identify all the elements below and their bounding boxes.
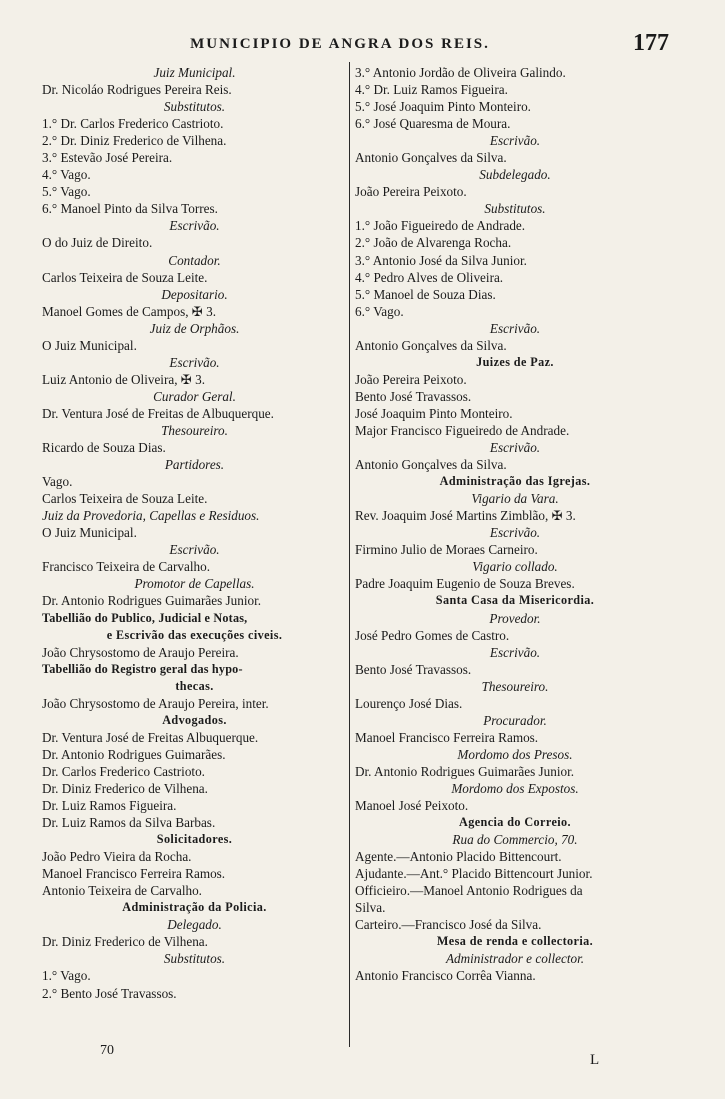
subheading: Thesoureiro. — [481, 678, 549, 694]
subheading: Substitutos. — [484, 201, 546, 217]
entry-line: Ajudante.—Ant.° Placido Bittencourt Junior. — [355, 866, 593, 882]
subheading: Escrivão. — [489, 525, 541, 541]
section-heading: thecas. — [175, 678, 214, 693]
subheading: Partidores. — [164, 457, 225, 473]
entry-line: João Pedro Vieira da Rocha. — [42, 849, 192, 865]
entry-line: 5.° Manoel de Souza Dias. — [355, 286, 496, 302]
section-heading: Tabellião do Publico, Judicial e Notas, — [42, 610, 248, 625]
entry-line: Major Francisco Figueiredo de Andrade. — [355, 422, 570, 438]
page-number: 177 — [633, 30, 669, 56]
section-heading: Administração da Policia. — [122, 900, 267, 915]
entry-line: Padre Joaquim Eugenio de Souza Breves. — [355, 576, 575, 592]
subheading: Substitutos. — [163, 951, 226, 967]
subheading: Escrivão. — [169, 218, 220, 234]
entry-line: Vago. — [42, 474, 73, 490]
subheading: Mordomo dos Presos. — [457, 746, 573, 762]
entry-line: 3.° Antonio José da Silva Junior. — [355, 252, 527, 268]
entry-line: Manoel Francisco Ferreira Ramos. — [355, 729, 539, 745]
subheading: Escrivão. — [169, 542, 220, 558]
entry-line: 5.° Vago. — [42, 184, 91, 200]
entry-line: Dr. Diniz Frederico de Vilhena. — [42, 934, 208, 950]
entry-line: Dr. Luiz Ramos da Silva Barbas. — [42, 815, 216, 831]
entry-line: Antonio Francisco Corrêa Vianna. — [355, 968, 536, 984]
subheading: Promotor de Capellas. — [134, 576, 255, 592]
subheading: Provedor. — [489, 610, 541, 626]
subheading: Escrivão. — [169, 354, 220, 370]
section-heading: e Escrivão das execuções civeis. — [106, 627, 283, 642]
entry-line: Antonio Gonçalves da Silva. — [355, 150, 507, 166]
entry-line: João Chrysostomo de Araujo Pereira, inter. — [42, 695, 269, 711]
entry-line: 4.° Vago. — [42, 167, 91, 183]
subheading: Escrivão. — [489, 320, 541, 336]
subheading: Thesoureiro. — [161, 422, 228, 438]
entry-line: João Pereira Peixoto. — [355, 371, 467, 387]
entry-line: 4.° Pedro Alves de Oliveira. — [355, 269, 504, 285]
entry-line: 6.° Vago. — [355, 303, 404, 319]
entry-line: Dr. Luiz Ramos Figueira. — [42, 798, 177, 814]
section-heading: Santa Casa da Misericordia. — [435, 593, 595, 608]
entry-line: 3.° Antonio Jordão de Oliveira Galindo. — [355, 65, 566, 80]
section-heading: Tabellião do Registro geral das hypo- — [42, 661, 243, 676]
subheading: Contador. — [168, 252, 221, 268]
entry-line: Bento José Travassos. — [355, 388, 472, 404]
entry-line: Antonio Teixeira de Carvalho. — [42, 883, 202, 899]
entry-line: Dr. Nicoláo Rodrigues Pereira Reis. — [42, 82, 232, 98]
entry-line: 4.° Dr. Luiz Ramos Figueira. — [355, 82, 508, 98]
entry-line: 2.° Dr. Diniz Frederico de Vilhena. — [42, 133, 227, 149]
subheading: Administrador e collector. — [445, 951, 585, 967]
entry-line: 6.° José Quaresma de Moura. — [355, 116, 511, 132]
subheading: Delegado. — [167, 917, 222, 933]
entry-line: Firmino Julio de Moraes Carneiro. — [355, 542, 538, 558]
entry-line: João Chrysostomo de Araujo Pereira. — [42, 644, 239, 660]
subheading: Vigario da Vara. — [471, 491, 559, 507]
subheading: Mordomo dos Expostos. — [451, 780, 579, 796]
section-heading: Solicitadores. — [156, 832, 233, 847]
italic-heading: Juiz da Provedoria, Capellas e Residuos. — [42, 508, 260, 524]
subheading: Procurador. — [483, 712, 547, 728]
entry-line: Dr. Ventura José de Freitas de Albuquerque. — [42, 405, 274, 421]
entry-line: Manoel Gomes de Campos, ✠ 3. — [42, 303, 217, 319]
entry-line: Officieiro.—Manoel Antonio Rodrigues da — [355, 883, 583, 899]
entry-line: Dr. Antonio Rodrigues Guimarães. — [42, 746, 226, 762]
subheading: Escrivão. — [489, 133, 541, 149]
entry-line: Manoel Francisco Ferreira Ramos. — [42, 866, 226, 882]
entry-line: Antonio Gonçalves da Silva. — [355, 457, 507, 473]
entry-line: Manoel José Peixoto. — [355, 798, 469, 814]
entry-line: Dr. Antonio Rodrigues Guimarães Junior. — [42, 593, 262, 609]
subheading: Escrivão. — [489, 644, 541, 660]
entry-line: O do Juiz de Direito. — [42, 235, 153, 251]
section-heading: Advogados. — [162, 712, 227, 727]
entry-line: Silva. — [355, 900, 386, 916]
entry-line: Francisco Teixeira de Carvalho. — [42, 559, 211, 575]
entry-line: Carlos Teixeira de Souza Leite. — [42, 269, 208, 285]
entry-line: Lourenço José Dias. — [355, 695, 463, 711]
entry-line: 2.° Bento José Travassos. — [42, 985, 177, 1001]
entry-line: 6.° Manoel Pinto da Silva Torres. — [42, 201, 218, 217]
entry-line: Dr. Antonio Rodrigues Guimarães Junior. — [355, 763, 575, 779]
entry-line: O Juiz Municipal. — [42, 337, 137, 353]
entry-line: 1.° Dr. Carlos Frederico Castrioto. — [42, 116, 224, 132]
entry-line: Dr. Ventura José de Freitas Albuquerque. — [42, 729, 259, 745]
entry-line: Carlos Teixeira de Souza Leite. — [42, 491, 208, 507]
subheading: Juiz de Orphãos. — [149, 320, 240, 336]
column-divider — [349, 62, 350, 1047]
section-heading: Juizes de Paz. — [476, 354, 554, 369]
entry-line: 5.° José Joaquim Pinto Monteiro. — [355, 99, 531, 115]
entry-line: Bento José Travassos. — [355, 661, 472, 677]
subheading: Subdelegado. — [479, 167, 551, 183]
entry-line: O Juiz Municipal. — [42, 525, 137, 541]
section-heading: Agencia do Correio. — [459, 815, 571, 830]
page-header-title: MUNICIPIO DE ANGRA DOS REIS. — [190, 36, 490, 52]
entry-line: 1.° João Figueiredo de Andrade. — [355, 218, 526, 234]
subheading: Depositario. — [161, 286, 228, 302]
entry-line: Dr. Carlos Frederico Castrioto. — [42, 763, 205, 779]
right-column — [355, 64, 675, 985]
subheading: Rua do Commercio, 70. — [452, 832, 578, 848]
entry-line: Carteiro.—Francisco José da Silva. — [355, 917, 542, 933]
entry-line: Antonio Gonçalves da Silva. — [355, 337, 507, 353]
entry-line: João Pereira Peixoto. — [355, 184, 467, 200]
entry-line: José Joaquim Pinto Monteiro. — [355, 405, 513, 421]
left-column — [42, 64, 347, 1002]
entry-line: Dr. Diniz Frederico de Vilhena. — [42, 780, 208, 796]
subheading: Curador Geral. — [153, 388, 236, 404]
entry-line: Ricardo de Souza Dias. — [42, 440, 166, 456]
footer-number: 70 — [100, 1043, 114, 1058]
entry-line: 3.° Estevão José Pereira. — [42, 150, 173, 166]
entry-line: Luiz Antonio de Oliveira, ✠ 3. — [42, 371, 206, 387]
section-heading: Administração das Igrejas. — [439, 474, 591, 489]
entry-line: José Pedro Gomes de Castro. — [355, 627, 510, 643]
subheading: Escrivão. — [489, 440, 541, 456]
entry-line: 2.° João de Alvarenga Rocha. — [355, 235, 512, 251]
entry-line: Rev. Joaquim José Martins Zimblão, ✠ 3. — [355, 508, 576, 524]
entry-line: Agente.—Antonio Placido Bittencourt. — [355, 849, 562, 865]
subheading: Vigario collado. — [472, 559, 558, 575]
subheading: Substitutos. — [163, 99, 226, 115]
signature-mark: L — [590, 1052, 600, 1068]
section-heading: Mesa de renda e collectoria. — [436, 934, 594, 949]
entry-line: 1.° Vago. — [42, 968, 91, 984]
subheading: Juiz Municipal. — [153, 65, 236, 80]
